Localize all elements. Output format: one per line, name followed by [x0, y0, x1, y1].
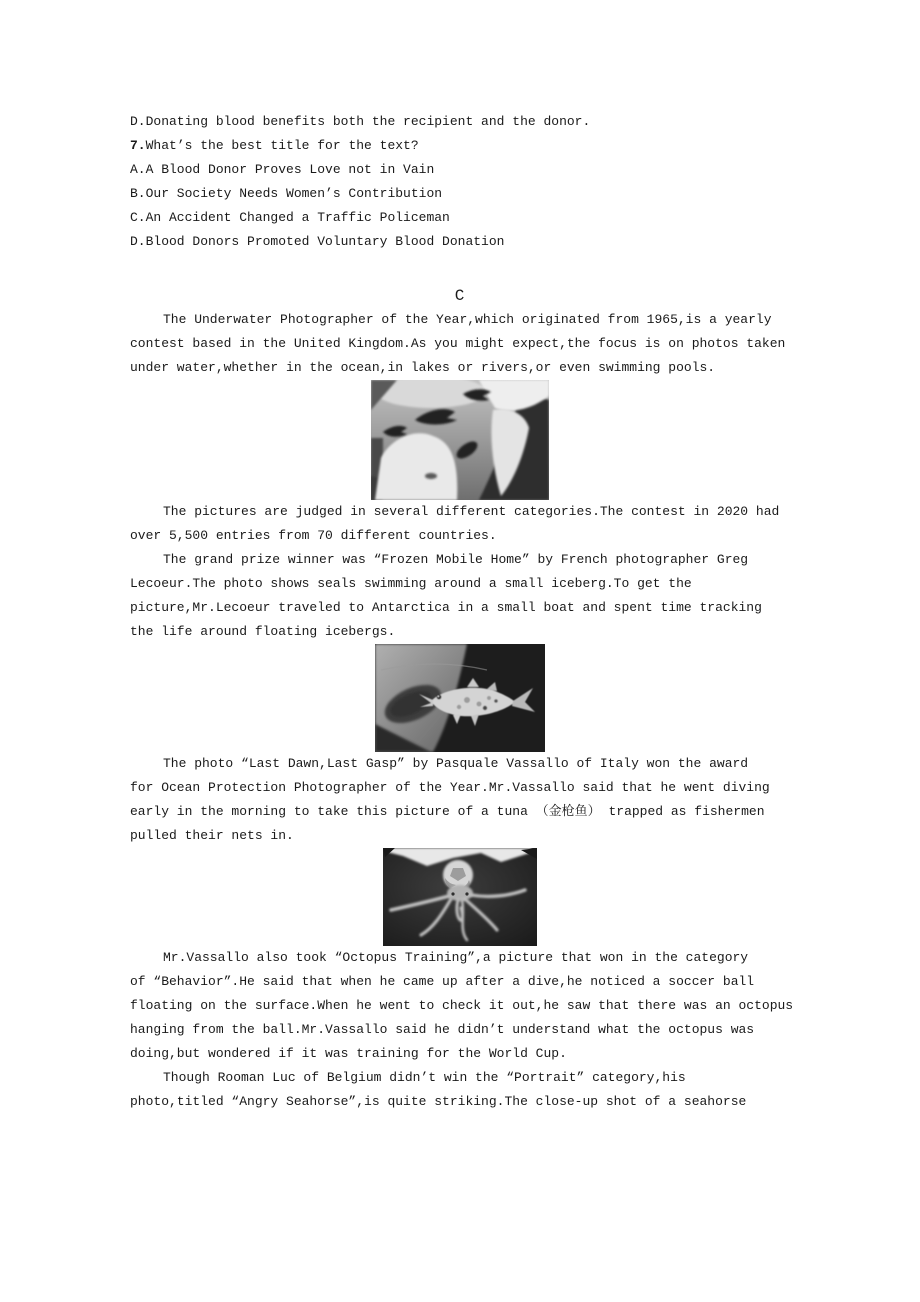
passage-line: floating on the surface.When he went to check it out,he saw that there was an octopus [130, 998, 794, 1013]
octopus-soccer-ball-illustration [383, 848, 537, 946]
passage-section-label: C [454, 287, 465, 305]
photo-tuna-in-net [130, 644, 789, 752]
passage-line: The photo “Last Dawn,Last Gasp” by Pasquale Vassallo of Italy won the award [163, 756, 749, 771]
tuna-in-net-illustration [375, 644, 545, 752]
paragraph-grand-prize [130, 548, 789, 644]
question-7-option-c: C.An Accident Changed a Traffic Policeman [130, 210, 450, 225]
photo-seals-iceberg [130, 380, 789, 500]
passage-line: of “Behavior”.He said that when he came up after a dive,he noticed a soccer ball [130, 974, 755, 989]
question-7-option-d: D.Blood Donors Promoted Voluntary Blood Donation [130, 234, 505, 249]
paragraph-angry-seahorse [130, 1066, 789, 1114]
passage-line: The Underwater Photographer of the Year,which originated from 1965,is a yearly [163, 312, 772, 327]
passage-line: early in the morning to take this picture of a tuna （金枪鱼） trapped as fishermen [130, 804, 765, 819]
photo-octopus-soccer-ball [130, 848, 789, 946]
passage-line: Mr.Vassallo also took “Octopus Training”,a picture that won in the category [163, 950, 749, 965]
question-7-option-b: B.Our Society Needs Women’s Contribution [130, 186, 443, 201]
question-7-text: What’s the best title for the text? [145, 138, 419, 153]
question-option-d-previous: D.Donating blood benefits both the recipient and the donor. [130, 114, 591, 129]
passage-line: pulled their nets in. [130, 828, 294, 843]
passage-line: picture,Mr.Lecoeur traveled to Antarctica in a small boat and spent time tracking [130, 600, 762, 615]
paragraph-ocean-protection [130, 752, 789, 848]
question-7-option-a: A.A Blood Donor Proves Love not in Vain [130, 162, 435, 177]
passage-line: the life around floating icebergs. [130, 624, 396, 639]
paragraph-intro [130, 308, 789, 380]
passage-line: over 5,500 entries from 70 different countries. [130, 528, 497, 543]
paragraph-octopus-training [130, 946, 794, 1066]
question-7 [130, 134, 789, 158]
paragraph-judging [130, 500, 789, 548]
passage-line: The pictures are judged in several different categories.The contest in 2020 had [163, 504, 780, 519]
passage-line: Lecoeur.The photo shows seals swimming around a small iceberg.To get the [130, 576, 692, 591]
passage-line: Though Rooman Luc of Belgium didn’t win the “Portrait” category,his [163, 1070, 686, 1085]
question-7-number: 7. [130, 138, 146, 153]
passage-line: contest based in the United Kingdom.As you might expect,the focus is on photos taken [130, 336, 786, 351]
document-page [130, 110, 794, 1114]
passage-line: photo,titled “Angry Seahorse”,is quite striking.The close-up shot of a seahorse [130, 1094, 747, 1109]
passage-line: for Ocean Protection Photographer of the Year.Mr.Vassallo said that he went diving [130, 780, 770, 795]
seals-iceberg-illustration [371, 380, 549, 500]
passage-line: doing,but wondered if it was training for the World Cup. [130, 1046, 567, 1061]
passage-line: under water,whether in the ocean,in lakes or rivers,or even swimming pools. [130, 360, 716, 375]
passage-line: The grand prize winner was “Frozen Mobile Home” by French photographer Greg [163, 552, 749, 567]
passage-line: hanging from the ball.Mr.Vassallo said he didn’t understand what the octopus was [130, 1022, 755, 1037]
